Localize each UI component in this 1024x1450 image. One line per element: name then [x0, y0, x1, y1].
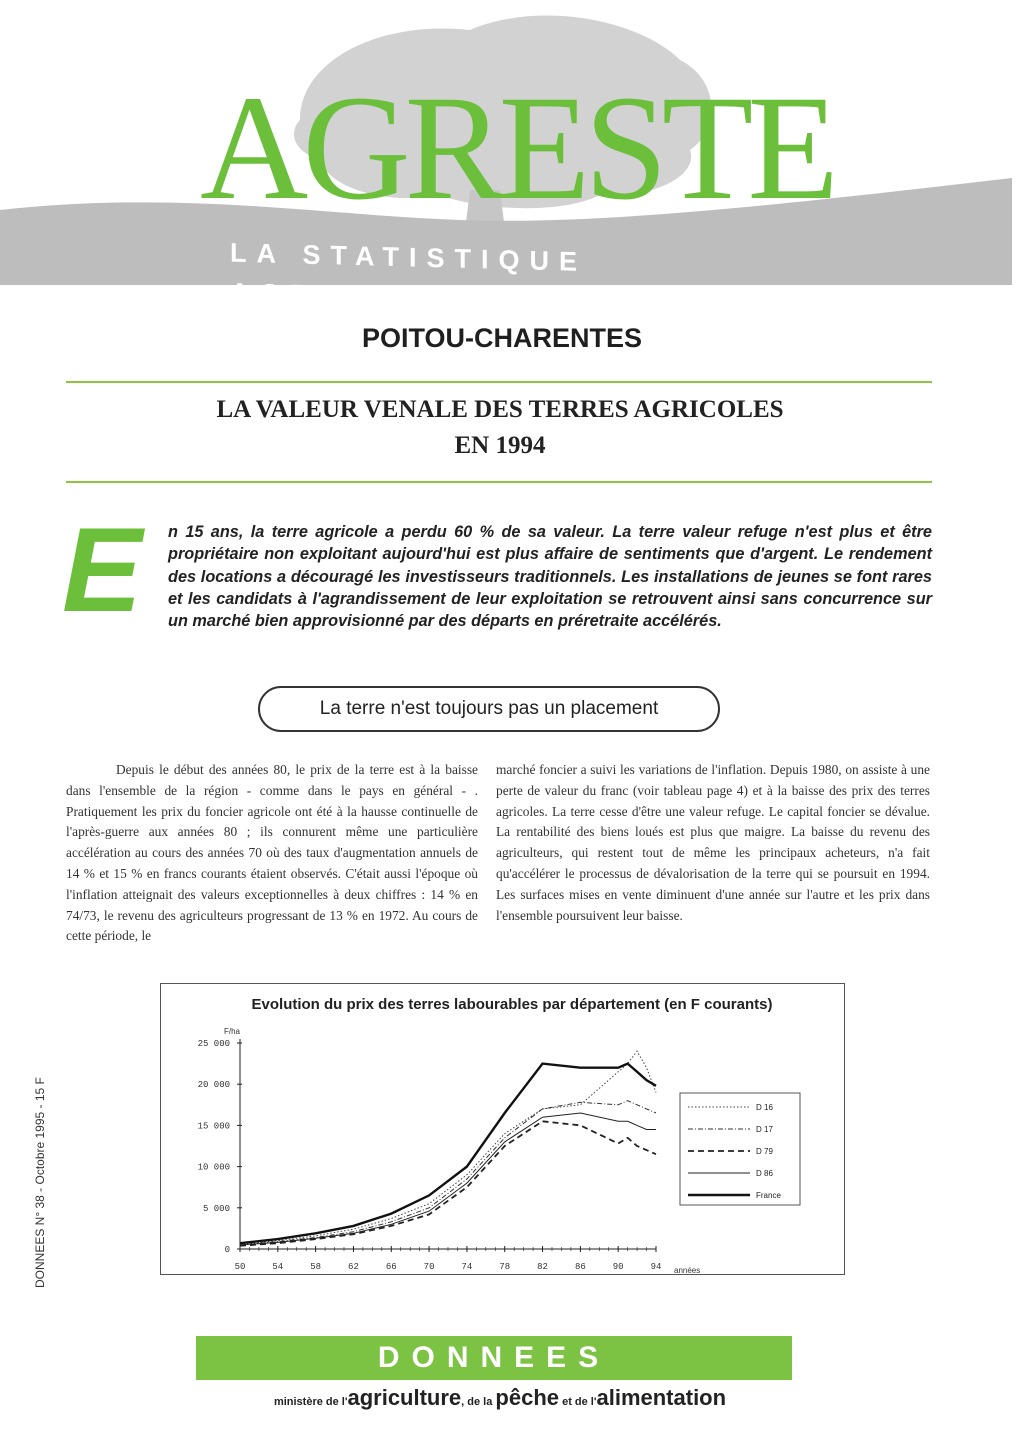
x-tick-label: 74 — [461, 1262, 473, 1272]
series-line-d-17 — [240, 1101, 656, 1245]
intro-text: n 15 ans, la terre agricole a perdu 60 % de sa valeur. La terre valeur refuge n'est plus et être propriétaire non exploitant aujourd'hui est plus affaire de sentiments que d'argent. Le rendement des locations a découragé les investisseurs traditionnels. Les installations de jeunes se font rares et les candidats à l'agrandissement de leur exploitation se retrouvent ainsi sans concurrence sur un marché bien approvisionné par des départs en préretraite accélérés. — [168, 523, 932, 631]
chart-legend — [680, 1093, 800, 1205]
x-axis-label: années — [674, 1266, 701, 1275]
series-line-france — [240, 1064, 656, 1244]
ministry-mid1: , de la — [461, 1396, 496, 1408]
body-column-left — [66, 760, 478, 947]
legend-label: D 16 — [756, 1103, 773, 1112]
chart-series — [240, 1051, 656, 1246]
x-tick-label: 78 — [499, 1262, 511, 1272]
y-tick-label: 10 000 — [197, 1162, 230, 1173]
y-tick-label: 25 000 — [197, 1039, 230, 1049]
x-tick-label: 50 — [234, 1262, 246, 1272]
x-tick-label: 62 — [348, 1262, 359, 1272]
ministry-prefix: ministère de l' — [273, 1396, 348, 1408]
body-text-right: marché foncier a suivi les variations de l'inflation. Depuis 1980, on assiste à une perte de valeur du franc (voir tableau page 4) et à la baisse des prix des terres agricoles. La terre cesse d'être une valeur refuge. Le capital foncier se dévalue. La rentabilité des biens loués est plus que maigre. La baisse du revenu des agriculteurs, qui restent tout de même les principaux acheteurs, n'a fait qu'accélérer le processus de dévalorisation de la terre qui se poursuit en 1994. Les surfaces mises en vente diminuent d'une année sur l'autre et les prix dans l'ensemble poursuivent leur baisse. — [496, 762, 930, 923]
page-title-line1: LA VALEUR VENALE DES TERRES AGRICOLES — [216, 396, 784, 423]
green-rule-bottom — [66, 481, 932, 483]
chart-title: Evolution du prix des terres labourables par département (en F courants) — [251, 996, 773, 1013]
body-column-right — [496, 760, 930, 926]
section-heading: La terre n'est toujours pas un placement — [258, 686, 720, 732]
legend-box — [680, 1093, 800, 1205]
ministry-word-alimentation: alimentation — [596, 1385, 727, 1410]
y-tick-label: 15 000 — [197, 1121, 230, 1132]
x-tick-label: 58 — [310, 1262, 322, 1272]
x-tick-label: 82 — [537, 1262, 548, 1272]
price-chart — [160, 983, 845, 1275]
issue-reference: DONNEES N° 38 - Octobre 1995 - 15 F — [33, 1077, 47, 1288]
x-tick-label: 90 — [612, 1262, 624, 1272]
page-title-line2: EN 1994 — [454, 432, 546, 459]
agreste-logo: AGRESTE — [200, 65, 833, 231]
x-tick-label: 66 — [385, 1262, 397, 1272]
x-tick-label: 94 — [650, 1262, 662, 1272]
region-title: POITOU-CHARENTES — [361, 323, 643, 353]
footer-series-bar: DONNEES — [196, 1336, 792, 1380]
legend-label: D 17 — [756, 1125, 773, 1134]
ministry-line — [200, 1385, 800, 1411]
x-tick-label: 70 — [423, 1262, 435, 1272]
tagline: LA STATISTIQUE AGRICOLE — [230, 237, 587, 314]
series-line-d-16 — [240, 1051, 656, 1244]
page-title — [90, 392, 910, 464]
dropcap: E — [62, 503, 143, 637]
legend-label: D 79 — [756, 1147, 773, 1156]
y-tick-label: 5 000 — [202, 1203, 230, 1214]
x-tick-label: 86 — [574, 1262, 586, 1272]
chart-axes — [198, 1039, 662, 1272]
body-text-left: Depuis le début des années 80, le prix de la terre est à la baisse dans l'ensemble de la région - comme dans le pays en général - . Pratiquement les prix du foncier agricole ont été à la hausse continuelle de l'après-guerre aux années 80 ; ils connurent même une particulière accélération au cours des années 70 où des taux d'augmentation annuels de 14 % et 15 % en francs courants étaient observés. C'était aussi l'époque où l'inflation atteignait des valeurs exceptionnelles à deux chiffres : 14 % en 74/73, le revenu des agriculteurs progressant de 13 % en 1972. Au cours de cette période, le — [66, 762, 478, 944]
intro-paragraph — [66, 521, 932, 632]
ministry-mid2: et de l' — [559, 1396, 597, 1408]
ministry-word-peche: pêche — [495, 1385, 560, 1410]
y-unit-label: F/ha — [224, 1027, 241, 1036]
y-tick-label: 0 — [224, 1245, 230, 1255]
ministry-word-agriculture: agriculture — [347, 1385, 462, 1410]
green-rule-top — [66, 381, 932, 383]
y-tick-label: 20 000 — [197, 1080, 230, 1091]
series-line-d-79 — [240, 1121, 656, 1245]
series-line-d-86 — [240, 1113, 656, 1245]
legend-label: D 86 — [756, 1169, 773, 1178]
legend-label: France — [756, 1191, 781, 1200]
x-tick-label: 54 — [272, 1262, 284, 1272]
